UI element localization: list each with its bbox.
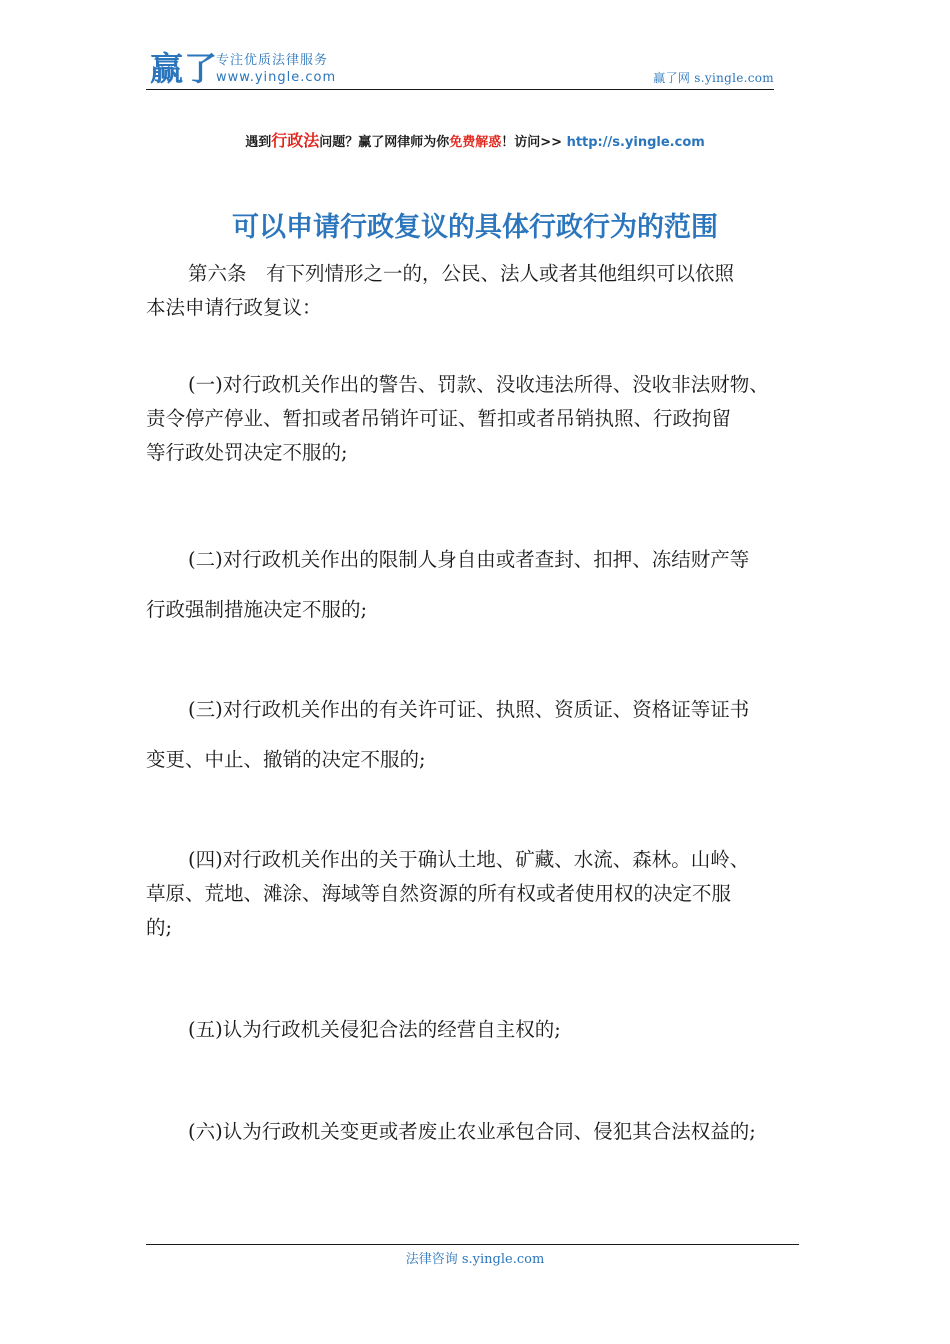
item-line: 行政强制措施决定不服的; [146, 598, 368, 621]
promo-text-1: 遇到 [245, 135, 272, 150]
logo-url[interactable]: www.yingle.com [216, 70, 337, 85]
article-intro-line: 第六条 有下列情形之一的，公民、法人或者其他组织可以依照 [188, 262, 735, 285]
promo-banner [0, 128, 950, 151]
item-line: (四)对行政机关作出的关于确认土地、矿藏、水流、森林。山岭、 [188, 848, 750, 871]
item-line: (二)对行政机关作出的限制人身自由或者查封、扣押、冻结财产等 [188, 548, 750, 571]
item-4 [146, 843, 816, 945]
item-line: 的; [146, 916, 173, 939]
item-line: 变更、中止、撤销的决定不服的; [146, 748, 426, 771]
page-header [146, 50, 774, 90]
item-line: (三)对行政机关作出的有关许可证、执照、资质证、资格证等证书 [188, 698, 750, 721]
article-intro-line: 本法申请行政复议： [146, 296, 322, 319]
header-site-link[interactable]: 赢了网 s.yingle.com [653, 71, 774, 85]
promo-text-2: 问题？赢了网律师为你 [319, 135, 450, 150]
document-title: 可以申请行政复议的具体行政行为的范围 [232, 212, 718, 243]
logo-tagline: 专注优质法律服务 [216, 53, 329, 68]
promo-highlight: 免费解惑 [449, 135, 502, 150]
item-line: (六)认为行政机关变更或者废止农业承包合同、侵犯其合法权益的; [188, 1120, 756, 1143]
promo-text-3: ！访问>> [501, 135, 567, 150]
item-6 [146, 1115, 816, 1149]
item-line: (五)认为行政机关侵犯合法的经营自主权的; [188, 1018, 561, 1041]
item-line: 草原、荒地、滩涂、海域等自然资源的所有权或者使用权的决定不服 [146, 882, 732, 905]
item-2 [146, 535, 816, 635]
article-intro [146, 257, 816, 325]
item-3 [146, 685, 816, 785]
site-logo[interactable]: 赢了 [150, 49, 218, 88]
item-line: 等行政处罚决定不服的; [146, 441, 348, 464]
promo-keyword[interactable]: 行政法 [271, 131, 320, 150]
item-5 [146, 1013, 816, 1047]
promo-link[interactable]: http://s.yingle.com [566, 135, 705, 150]
item-line: 责令停产停业、暂扣或者吊销许可证、暂扣或者吊销执照、行政拘留 [146, 407, 732, 430]
footer-link[interactable]: 法律咨询 s.yingle.com [405, 1252, 545, 1267]
footer-divider [146, 1244, 799, 1245]
header-divider [146, 89, 774, 90]
item-line: (一)对行政机关作出的警告、罚款、没收违法所得、没收非法财物、 [188, 373, 769, 396]
item-1 [146, 368, 816, 470]
